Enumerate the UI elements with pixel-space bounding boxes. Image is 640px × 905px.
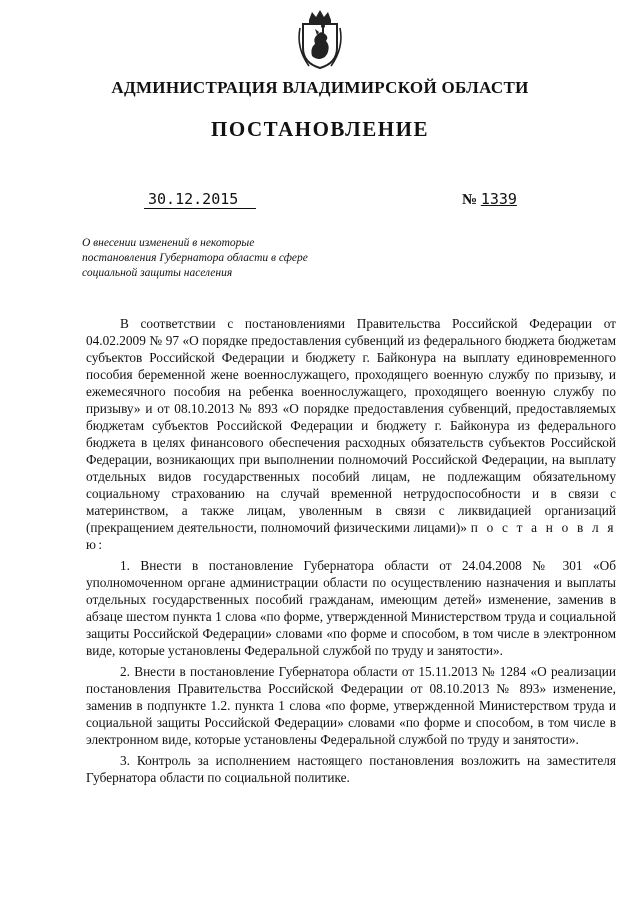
preamble-paragraph [86,315,616,553]
coat-of-arms-icon [295,8,345,70]
document-type: ПОСТАНОВЛЕНИЕ [211,117,429,141]
preamble-text: В соответствии с постановлениями Правительства Российской Федерации от 04.02.2009 № 97 «О порядке предоставления субвенций из федерального бюджета бюджетам субъектов Российской Федерации и бюджету г. Байконура на выплату единовременного пособия беременной жене военнослужащего, проходящего военную службу по призыву, и ежемесячного пособия на ребенка военнослужащего, проходящего военную службу по призыву» и от 08.10.2013 № 893 «О порядке предоставления субвенций, предоставляемых бюджетам субъектов Российской Федерации и бюджету г. Байконура из федерального бюджета в целях финансового обеспечения расходных обязательств субъектов Российской Федерации, возникающих при выполнении полномочий Российской Федерации, на выплату отдельных видов государственных пособий лицам, не подлежащим обязательному социальному страхованию на случай временной нетрудоспособности и в связи с материнством, а также лицам, уволенным в связи с ликвидацией организаций (прекращением деятельности, полномочий физическими лицами)» [86,316,616,535]
number-value: 1339 [480,190,517,208]
document-subject: О внесении изменений в некоторые постановления Губернатора области в сфере социальной защиты населения [82,237,308,279]
document-body [86,315,616,790]
number-label: № [462,192,478,208]
document-date: 30.12.2015 [148,190,239,208]
item-2-paragraph: 2. Внести в постановление Губернатора области от 15.11.2013 № 1284 «О реализации постановления Правительства Российской Федерации от 08.10.2013 № 893» изменение, заменив в подпункте 1.2. пункта 1 слова «по форме, утвержденной Министерством труда и социальной защиты Российской Федерации» словами «по форме и способом, в том числе в электронном виде, которые установлены Федеральной службой по труду и занятости». [86,664,616,747]
organization-name: АДМИНИСТРАЦИЯ ВЛАДИМИРСКОЙ ОБЛАСТИ [111,78,529,97]
resolve-word: п о с т а н о в л я ю: [86,520,617,552]
document-number [462,190,517,209]
item-1-paragraph: 1. Внести в постановление Губернатора области от 24.04.2008 № 301 «Об уполномоченном органе администрации области по осуществлению назначения и выплаты отдельных государственных пособий гражданам, имеющим детей» изменение, заменив в абзаце шестом пункта 1 слова «по форме, утвержденной Министерством труда и социальной защиты Российской Федерации» словами «по форме и способом, в том числе в электронном виде, которые установлены Федеральной службой по труду и занятости». [86,558,616,658]
date-underline [144,208,256,209]
item-3-paragraph: 3. Контроль за исполнением настоящего постановления возложить на заместителя Губернатора области по социальной политике. [86,753,616,785]
